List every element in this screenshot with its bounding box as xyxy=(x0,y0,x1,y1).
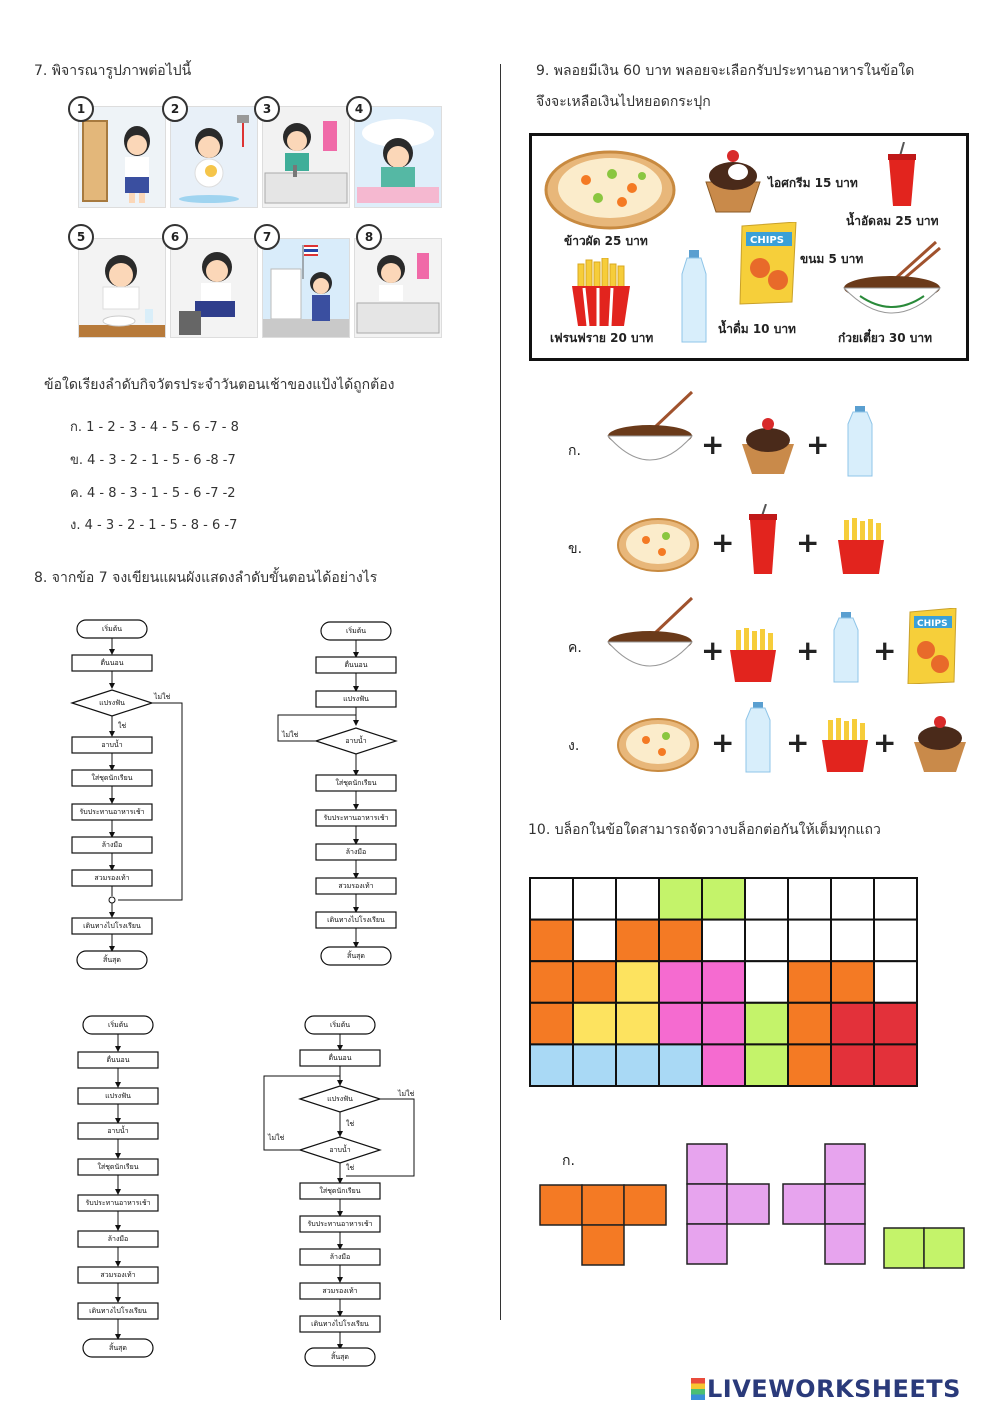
fc-a-yes: ใช่ xyxy=(118,722,127,730)
grid-cell xyxy=(874,1044,917,1086)
q7-option-c[interactable]: ค. 4 - 8 - 3 - 1 - 5 - 6 -7 -2 xyxy=(70,486,236,501)
fc-b-wash: ล้างมือ xyxy=(345,848,367,856)
option-d-ice-cream-icon xyxy=(910,712,970,774)
grid-cell xyxy=(530,1044,573,1086)
fc-a-go: เดินทางไปโรงเรียน xyxy=(83,922,141,930)
option-d-water-icon xyxy=(742,702,774,774)
grid-cell xyxy=(745,1044,788,1086)
fc-b-breakfast: รับประทานอาหารเช้า xyxy=(323,814,389,822)
fc-b-brush: แปรงฟัน xyxy=(343,695,369,703)
fc-b-wake: ตื่นนอน xyxy=(344,661,368,669)
q9-option-c-label[interactable]: ค. xyxy=(568,640,582,656)
grid-cell xyxy=(874,878,917,920)
grid-cell xyxy=(788,1003,831,1045)
piece-violet-cell xyxy=(687,1144,727,1184)
grid-cell xyxy=(573,920,616,962)
option-d-fried-rice-icon xyxy=(616,716,700,774)
plus-sign: + xyxy=(796,526,820,559)
grid-cell xyxy=(616,878,659,920)
option-b-fried-rice-icon xyxy=(616,516,700,574)
chips-bag-icon xyxy=(736,222,802,306)
q9-prompt-line1: 9. พลอยมีเงิน 60 บาท พลอยจะเลือกรับประทานอาหารในข้อใด xyxy=(536,63,915,79)
piece-violet-cell xyxy=(687,1184,727,1224)
fc-b-end: สิ้นสุด xyxy=(347,952,365,960)
chips-text: CHIPS xyxy=(917,619,948,629)
fried-rice-icon xyxy=(542,144,680,232)
fc-d-breakfast: รับประทานอาหารเช้า xyxy=(307,1220,373,1228)
picture-number-8: 8 xyxy=(356,224,382,250)
fc-d-uniform: ใส่ชุดนักเรียน xyxy=(319,1187,361,1195)
grid-cell xyxy=(745,920,788,962)
ice-cream-price: ไอศกรีม 15 บาท xyxy=(768,176,858,190)
shoes-girl-illustration xyxy=(171,239,257,337)
grid-cell xyxy=(659,878,702,920)
snack-price: ขนม 5 บาท xyxy=(800,252,864,266)
piece-green-cell xyxy=(884,1228,924,1268)
ice-cream-icon xyxy=(700,146,766,216)
piece-violet-cell xyxy=(727,1184,769,1224)
grid-cell xyxy=(573,1044,616,1086)
grid-cell xyxy=(702,920,745,962)
plus-sign: + xyxy=(873,634,897,667)
fc-d-wash: ล้างมือ xyxy=(329,1253,351,1261)
water-price: น้ำดื่ม 10 บาท xyxy=(718,322,796,336)
fc-d-yes-2: ใช่ xyxy=(346,1164,355,1172)
fc-c-wash: ล้างมือ xyxy=(107,1235,129,1243)
liveworksheets-logo xyxy=(691,1375,961,1403)
grid-cell xyxy=(745,961,788,1003)
grid-cell xyxy=(616,1003,659,1045)
fc-a-bath: อาบน้ำ xyxy=(101,741,123,749)
grid-cell xyxy=(745,1003,788,1045)
q9-option-a-label[interactable]: ก. xyxy=(568,443,581,459)
fc-c-end: สิ้นสุด xyxy=(109,1344,127,1352)
fc-d-no-1: ไม่ใช่ xyxy=(398,1090,415,1098)
brand-name: LIVEWORKSHEETS xyxy=(707,1375,961,1403)
picture-number-7: 7 xyxy=(254,224,280,250)
picture-panel-5 xyxy=(78,238,166,338)
fc-b-bath: อาบน้ำ xyxy=(345,737,367,745)
grid-cell xyxy=(702,1044,745,1086)
option-a-noodle-icon xyxy=(606,388,696,474)
plus-sign: + xyxy=(701,428,725,461)
menu-box xyxy=(529,133,969,361)
grid-cell xyxy=(874,1003,917,1045)
fried-rice-price: ข้าวผัด 25 บาท xyxy=(564,234,648,248)
picture-number-5: 5 xyxy=(68,224,94,250)
fc-d-no-2: ไม่ใช่ xyxy=(268,1134,285,1142)
picture-panel-1 xyxy=(78,106,166,208)
fc-b-go: เดินทางไปโรงเรียน xyxy=(327,916,385,924)
chips-text: CHIPS xyxy=(750,235,784,246)
fc-d-end: สิ้นสุด xyxy=(331,1353,349,1361)
q7-prompt: 7. พิจารณารูปภาพต่อไปนี้ xyxy=(34,63,192,79)
piece-orange-cell xyxy=(582,1225,624,1265)
toothbrush-girl-illustration xyxy=(263,107,349,207)
q10-option-a-pieces[interactable] xyxy=(536,1140,972,1274)
school-walk-illustration xyxy=(263,239,349,337)
q9-option-d-label[interactable]: ง. xyxy=(568,738,580,754)
q7-option-d[interactable]: ง. 4 - 3 - 2 - 1 - 5 - 8 - 6 -7 xyxy=(70,518,238,533)
fc-c-start: เริ่มต้น xyxy=(107,1021,129,1029)
plus-sign: + xyxy=(796,634,820,667)
fc-d-bath: อาบน้ำ xyxy=(329,1146,351,1154)
fc-c-wake: ตื่นนอน xyxy=(106,1056,130,1064)
grid-cell xyxy=(831,1044,874,1086)
option-c-fries-icon xyxy=(726,628,780,684)
plus-sign: + xyxy=(786,726,810,759)
flow-connector xyxy=(346,1099,414,1176)
grid-cell xyxy=(831,878,874,920)
plus-sign: + xyxy=(701,634,725,667)
fc-d-shoes: สวมรองเท้า xyxy=(322,1287,358,1295)
q7-question: ข้อใดเรียงลำดับกิจวัตรประจำวันตอนเช้าของแป้งได้ถูกต้อง xyxy=(44,377,395,393)
grid-cell xyxy=(788,1044,831,1086)
piece-violet-cell xyxy=(687,1224,727,1264)
piece-violet-cell xyxy=(783,1184,825,1224)
waking-girl-illustration xyxy=(355,107,441,207)
grid-cell xyxy=(788,878,831,920)
fc-a-no: ไม่ใช่ xyxy=(154,693,171,701)
grid-cell xyxy=(573,961,616,1003)
q10-prompt: 10. บล็อกในข้อใดสามารถจัดวางบล็อกต่อกันให้เต็มทุกแถว xyxy=(528,822,881,838)
grid-cell xyxy=(831,920,874,962)
grid-cell xyxy=(616,961,659,1003)
grid-cell xyxy=(530,920,573,962)
option-c-water-icon xyxy=(830,612,862,684)
fc-d-yes-1: ใช่ xyxy=(346,1120,355,1128)
grid-cell xyxy=(530,961,573,1003)
eating-girl-illustration xyxy=(79,239,165,337)
grid-cell xyxy=(573,1003,616,1045)
fc-a-brush: แปรงฟัน xyxy=(99,699,125,707)
fc-a-wake: ตื่นนอน xyxy=(100,659,124,667)
noodle-bowl-icon xyxy=(840,238,944,328)
picture-panel-4 xyxy=(354,106,442,208)
fc-b-uniform: ใส่ชุดนักเรียน xyxy=(335,779,377,787)
q9-prompt-line2: จึงจะเหลือเงินไปหยอดกระปุก xyxy=(536,94,711,110)
grid-cell xyxy=(702,878,745,920)
picture-panel-7 xyxy=(262,238,350,338)
handwash-girl-illustration xyxy=(355,239,441,337)
fc-b-start: เริ่มต้น xyxy=(345,627,367,635)
plus-sign: + xyxy=(873,726,897,759)
fc-a-wash: ล้างมือ xyxy=(101,841,123,849)
fc-d-wake: ตื่นนอน xyxy=(328,1054,352,1062)
piece-violet-cell xyxy=(825,1144,865,1184)
plus-sign: + xyxy=(711,526,735,559)
grid-cell xyxy=(874,961,917,1003)
q7-option-b[interactable]: ข. 4 - 3 - 2 - 1 - 5 - 6 -8 -7 xyxy=(70,453,236,468)
q7-option-a[interactable]: ก. 1 - 2 - 3 - 4 - 5 - 6 -7 - 8 xyxy=(70,420,239,435)
grid-cell xyxy=(874,920,917,962)
fc-c-brush: แปรงฟัน xyxy=(105,1092,131,1100)
fc-c-breakfast: รับประทานอาหารเช้า xyxy=(85,1199,151,1207)
grid-cell xyxy=(616,920,659,962)
option-b-fries-icon xyxy=(834,518,888,576)
grid-cell xyxy=(745,878,788,920)
piece-green-cell xyxy=(924,1228,964,1268)
grid-cell xyxy=(530,878,573,920)
fc-c-shoes: สวมรองเท้า xyxy=(100,1271,136,1279)
grid-cell xyxy=(831,1003,874,1045)
piece-violet-cell xyxy=(825,1184,865,1224)
q8-prompt: 8. จากข้อ 7 จงเขียนแผนผังแสดงลำดับขั้นตอนได้อย่างไร xyxy=(34,570,378,586)
grid-cell xyxy=(788,961,831,1003)
picture-number-4: 4 xyxy=(346,96,372,122)
piece-violet-cell xyxy=(825,1224,865,1264)
option-d-fries-icon xyxy=(818,718,872,774)
fc-a-join xyxy=(109,897,115,903)
fc-b-no: ไม่ใช่ xyxy=(282,731,299,739)
picture-number-2: 2 xyxy=(162,96,188,122)
fc-b-shoes: สวมรองเท้า xyxy=(338,882,374,890)
q8-flowcharts xyxy=(0,600,500,1380)
column-divider xyxy=(500,64,501,1320)
grid-cell xyxy=(831,961,874,1003)
noodle-price: ก๋วยเตี๋ยว 30 บาท xyxy=(838,331,933,345)
shower-girl-illustration xyxy=(171,107,257,207)
picture-panel-6 xyxy=(170,238,258,338)
fc-d-start: เริ่มต้น xyxy=(329,1021,351,1029)
plus-sign: + xyxy=(711,726,735,759)
picture-number-3: 3 xyxy=(254,96,280,122)
option-a-water-icon xyxy=(844,406,876,478)
picture-panel-2 xyxy=(170,106,258,208)
block-grid xyxy=(528,876,920,1088)
option-c-chips-icon xyxy=(904,608,960,684)
grid-cell xyxy=(659,1044,702,1086)
fc-c-uniform: ใส่ชุดนักเรียน xyxy=(97,1163,139,1171)
grid-cell xyxy=(616,1044,659,1086)
fc-a-shoes: สวมรองเท้า xyxy=(94,874,130,882)
piece-orange-cell xyxy=(540,1185,582,1225)
mirror-girl-illustration xyxy=(79,107,165,207)
piece-orange-cell xyxy=(582,1185,624,1225)
grid-cell xyxy=(573,878,616,920)
plus-sign: + xyxy=(806,428,830,461)
grid-cell xyxy=(659,961,702,1003)
fc-d-go: เดินทางไปโรงเรียน xyxy=(311,1320,369,1328)
soda-price: น้ำอัดลม 25 บาท xyxy=(846,214,939,228)
grid-cell xyxy=(702,1003,745,1045)
fc-c-go: เดินทางไปโรงเรียน xyxy=(89,1307,147,1315)
fc-c-bath: อาบน้ำ xyxy=(107,1127,129,1135)
option-c-noodle-icon xyxy=(606,594,696,680)
picture-panel-8 xyxy=(354,238,442,338)
picture-panel-3 xyxy=(262,106,350,208)
option-b-soda-icon xyxy=(746,504,780,576)
water-bottle-icon xyxy=(678,250,710,346)
logo-mark-icon xyxy=(691,1378,705,1400)
fries-price: เฟรนฟราย 20 บาท xyxy=(550,331,654,345)
picture-number-6: 6 xyxy=(162,224,188,250)
grid-cell xyxy=(530,1003,573,1045)
fries-icon xyxy=(568,258,634,328)
picture-number-1: 1 xyxy=(68,96,94,122)
grid-cell xyxy=(659,1003,702,1045)
grid-cell xyxy=(702,961,745,1003)
option-a-ice-cream-icon xyxy=(738,414,798,476)
fc-a-start: เริ่มต้น xyxy=(101,625,123,633)
piece-orange-cell xyxy=(624,1185,666,1225)
fc-a-uniform: ใส่ชุดนักเรียน xyxy=(91,774,133,782)
soda-cup-icon xyxy=(882,142,922,208)
q9-option-b-label[interactable]: ข. xyxy=(568,541,583,557)
q10-option-a-label[interactable]: ก. xyxy=(562,1153,575,1169)
grid-cell xyxy=(788,920,831,962)
fc-d-brush: แปรงฟัน xyxy=(327,1095,353,1103)
fc-a-breakfast: รับประทานอาหารเช้า xyxy=(79,808,145,816)
grid-cell xyxy=(659,920,702,962)
fc-a-end: สิ้นสุด xyxy=(103,956,121,964)
